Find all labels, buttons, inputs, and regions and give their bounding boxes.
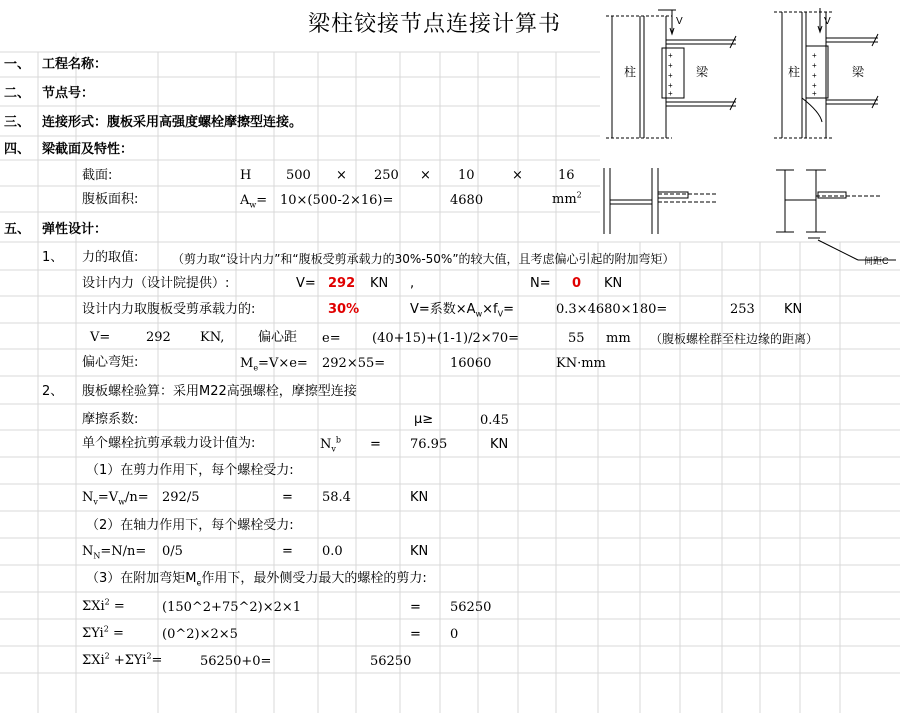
- Nvb-eq: =: [370, 437, 381, 452]
- section-2-number: 二、: [4, 86, 31, 101]
- sum-x-value: 56250: [450, 600, 492, 615]
- bolt-item-number: 2、: [42, 384, 64, 399]
- Aw-expression: 10×(500-2×16)=: [280, 193, 394, 208]
- mu-symbol: μ≥: [414, 412, 434, 427]
- Nv-calc: 292/5: [162, 490, 200, 505]
- comma: ,: [410, 276, 415, 291]
- column-label-1: 柱: [624, 65, 637, 79]
- node-number-label: 节点号：: [42, 86, 95, 101]
- connection-type-label: 连接形式：腹板采用高强度螺栓摩擦型连接。: [42, 115, 303, 130]
- NN-eq: =: [282, 544, 293, 559]
- design-force-label: 设计内力（设计院提供）:: [82, 276, 230, 291]
- N-label: N=: [530, 276, 551, 291]
- Me-label: 偏心弯矩:: [82, 355, 139, 370]
- sum-y-eq: =: [410, 627, 421, 642]
- beam-label-2: 梁: [852, 65, 865, 79]
- NN-formula: $N_N=N/n=$: [82, 544, 147, 561]
- svg-text:+: +: [812, 89, 817, 98]
- e-value: 55: [568, 331, 585, 346]
- section-label: 截面:: [82, 168, 113, 183]
- elastic-design-label: 弹性设计：: [42, 222, 108, 237]
- ratio-label: 设计内力取腹板受剪承载力的:: [82, 302, 256, 317]
- V2-value: 253: [730, 302, 755, 317]
- svg-text:+: +: [668, 81, 673, 90]
- Nv-unit: KN: [410, 490, 429, 505]
- Nvb-value: 76.95: [410, 437, 448, 452]
- sum-y-calc: (0^2)×2×5: [162, 627, 238, 642]
- times-3: ×: [512, 168, 523, 183]
- shear-label-2: V: [824, 16, 831, 27]
- bolt-title: 腹板螺栓验算：采用M22高强螺栓，摩擦型连接: [82, 384, 357, 399]
- V3-value: 292: [146, 330, 171, 345]
- ratio-value: 30%: [328, 302, 360, 317]
- sum-total-value: 56250: [370, 654, 412, 669]
- svg-text:+: +: [668, 71, 673, 80]
- sum-total-calc: 56250+0=: [200, 654, 272, 669]
- force-title: 力的取值:: [82, 250, 139, 265]
- Me-value: 16060: [450, 356, 492, 371]
- Aw-value: 4680: [450, 193, 484, 208]
- section-b: 250: [374, 168, 399, 183]
- beam-section-label: 梁截面及特性：: [42, 142, 134, 157]
- Nv-eq: =: [282, 490, 293, 505]
- section-H: H: [240, 168, 252, 183]
- web-area-label: 腹板面积:: [82, 192, 139, 207]
- plan-drawing-2: [776, 170, 896, 260]
- Me-calc: 292×55=: [322, 356, 386, 371]
- section-tw: 10: [458, 168, 475, 183]
- Me-formula: $M_e=V\times e=$: [240, 356, 308, 373]
- svg-text:+: +: [668, 61, 673, 70]
- section-tf: 16: [558, 168, 575, 183]
- sum-x-calc: (150^2+75^2)×2×1: [162, 600, 302, 615]
- NN-value: 0.0: [322, 544, 343, 559]
- V-calc: 0.3×4680×180=: [556, 302, 668, 317]
- times-1: ×: [336, 168, 347, 183]
- force-item-number: 1、: [42, 250, 64, 265]
- V-label: V=: [296, 276, 316, 291]
- Nvb-label: 单个螺栓抗剪承载力设计值为:: [82, 436, 256, 451]
- shear-label-1: V: [676, 16, 683, 27]
- document-title: 梁柱铰接节点连接计算书: [308, 12, 562, 37]
- svg-text:+: +: [812, 61, 817, 70]
- svg-text:+: +: [668, 51, 673, 60]
- case-2-label: （2）在轴力作用下，每个螺栓受力:: [86, 518, 294, 533]
- svg-text:+: +: [812, 81, 817, 90]
- sum-total-label: ΣXi$^2$ +ΣYi$^2$=: [82, 651, 163, 668]
- V-value: 292: [328, 276, 356, 291]
- project-name-label: 工程名称：: [42, 57, 108, 72]
- eccentricity-label: 偏心距: [258, 330, 298, 345]
- sum-x-eq: =: [410, 600, 421, 615]
- Me-unit: KN·mm: [556, 356, 606, 371]
- section-1-number: 一、: [4, 57, 31, 72]
- e-label: e=: [322, 331, 341, 346]
- Nvb-unit: KN: [490, 437, 509, 452]
- svg-text:+: +: [812, 51, 817, 60]
- sum-y-value: 0: [450, 627, 459, 642]
- beam-label-1: 梁: [696, 65, 709, 79]
- section-3-number: 三、: [4, 115, 31, 130]
- case-3-label: （3）在附加弯矩$M_e$作用下，最外侧受力最大的螺栓的剪力:: [86, 571, 427, 588]
- column-label-2: 柱: [788, 65, 801, 79]
- section-4-number: 四、: [4, 142, 31, 157]
- svg-text:+: +: [668, 89, 673, 98]
- plan-drawing-1: [604, 168, 716, 234]
- Nv-value: 58.4: [322, 490, 351, 505]
- force-note: （剪力取“设计内力”和“腹板受剪承载力的30%-50%”的较大值，且考虑偏心引起的附加弯矩）: [172, 252, 675, 266]
- NN-unit: KN: [410, 544, 429, 559]
- Aw-unit: $mm^2$: [552, 190, 582, 207]
- NN-calc: 0/5: [162, 544, 183, 559]
- section-h: 500: [286, 168, 311, 183]
- V-unit: KN: [370, 276, 389, 291]
- e-expression: (40+15)+(1-1)/2×70=: [372, 331, 520, 346]
- sum-x-label: ΣXi$^2$ =: [82, 597, 125, 614]
- sum-y-label: ΣYi$^2$ =: [82, 624, 124, 641]
- N-value: 0: [572, 276, 582, 291]
- V3-label: V=: [90, 330, 111, 345]
- N-unit: KN: [604, 276, 623, 291]
- Nvb-symbol: $N_v^b$: [320, 435, 342, 454]
- gap-label: 间距C: [864, 256, 889, 266]
- e-note: （腹板螺栓群至柱边缘的距离）: [650, 332, 819, 346]
- case-1-label: （1）在剪力作用下，每个螺栓受力:: [86, 463, 294, 478]
- e-unit: mm: [606, 331, 631, 346]
- mu-label: 摩擦系数:: [82, 412, 139, 427]
- times-2: ×: [420, 168, 431, 183]
- V-formula: V=系数$\times A_w\times f_V=$: [410, 302, 514, 319]
- V2-unit: KN: [784, 302, 803, 317]
- mu-value: 0.45: [480, 413, 509, 428]
- Aw-symbol: $A_w=$: [240, 193, 268, 210]
- Nv-formula: $N_v=V_w/n=$: [82, 490, 149, 507]
- connection-detail-drawings: [596, 2, 898, 268]
- svg-text:+: +: [812, 71, 817, 80]
- V3-unit: KN,: [200, 330, 225, 345]
- section-5-number: 五、: [4, 222, 31, 237]
